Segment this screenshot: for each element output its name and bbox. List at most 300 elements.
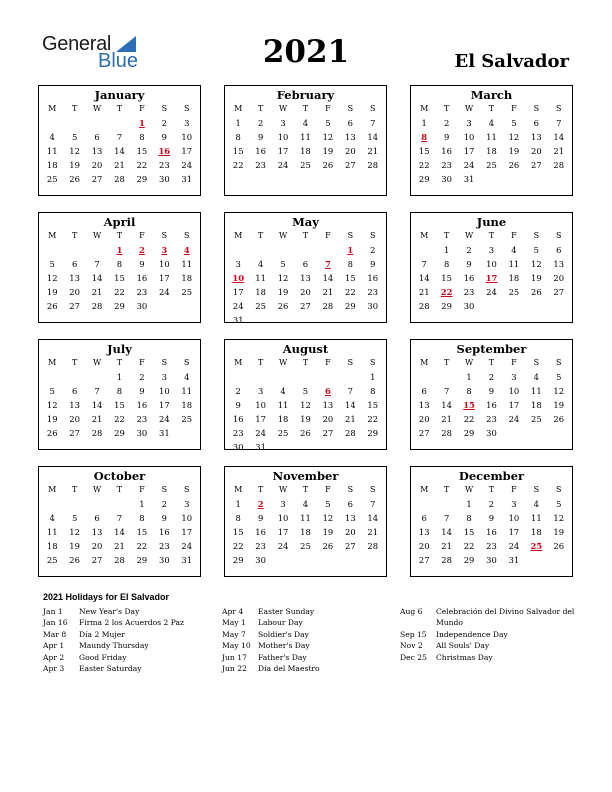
day-cell: 25 (181, 287, 193, 297)
week-row (227, 159, 384, 171)
day-cell: 9 (161, 132, 167, 142)
day-cell (272, 314, 294, 326)
day-cell (413, 371, 435, 383)
day-cell: 7 (116, 132, 123, 142)
year-title: 2021 (262, 34, 350, 70)
day-header: S (184, 485, 190, 494)
day-header: T (116, 358, 123, 367)
day-cell: 18 (255, 287, 266, 297)
month-title: August (282, 342, 329, 356)
day-cell: 23 (136, 414, 148, 424)
day-cell: 14 (91, 400, 103, 410)
logo-blue-text: Blue (98, 50, 139, 72)
day-cell: 17 (277, 527, 289, 537)
day-cell: 1 (139, 499, 145, 509)
day-cell: 8 (466, 386, 472, 396)
day-cell: 24 (181, 160, 193, 170)
day-cell: 6 (71, 259, 78, 269)
day-cell: 29 (441, 301, 452, 311)
day-header: F (139, 231, 145, 240)
day-cell: 12 (46, 400, 58, 410)
day-cell: 5 (325, 118, 331, 128)
day-cell: 3 (488, 245, 495, 255)
day-header: F (325, 485, 331, 494)
day-cell: 20 (69, 287, 80, 297)
day-cell: 13 (418, 400, 430, 410)
week-row (41, 131, 198, 143)
day-header: M (48, 231, 57, 240)
day-cell: 27 (418, 428, 430, 438)
day-header: S (347, 485, 354, 494)
day-cell: 8 (139, 513, 145, 523)
day-cell (249, 371, 271, 383)
day-header: M (234, 104, 243, 113)
day-header: S (556, 358, 562, 367)
day-cell: 6 (94, 132, 100, 142)
week-row (413, 498, 570, 510)
day-cell (525, 300, 547, 312)
day-cell: 21 (344, 414, 356, 424)
day-cell: 12 (69, 527, 80, 537)
day-cell: 11 (508, 259, 520, 269)
holiday-name: Good Friday (79, 652, 127, 662)
day-header: M (420, 231, 429, 240)
holiday-day-cell: 17 (485, 273, 498, 283)
week-row (227, 286, 384, 298)
day-cell: 7 (443, 386, 450, 396)
holiday-name: Firma 2 los Acuerdos 2 Paz (79, 618, 185, 628)
day-cell: 8 (116, 386, 123, 396)
day-cell: 4 (302, 499, 309, 509)
day-cell: 18 (530, 527, 542, 537)
day-cell: 15 (367, 400, 379, 410)
day-cell: 1 (235, 118, 241, 128)
day-cell: 30 (367, 301, 379, 311)
day-cell: 6 (533, 118, 539, 128)
day-header: S (556, 104, 562, 113)
day-cell: 25 (530, 414, 542, 424)
week-row (41, 399, 198, 411)
day-cell (86, 498, 108, 510)
month-title: September (456, 342, 527, 356)
day-cell: 15 (418, 146, 430, 156)
day-cell: 7 (443, 513, 450, 523)
day-header-row (41, 357, 198, 369)
day-cell (339, 554, 361, 566)
month-title: February (276, 88, 335, 102)
day-cell: 26 (553, 414, 565, 424)
day-cell: 19 (69, 541, 80, 551)
day-cell (294, 441, 316, 453)
day-cell: 20 (69, 414, 80, 424)
day-cell: 19 (553, 527, 565, 537)
day-cell: 1 (443, 245, 450, 255)
week-row (41, 286, 198, 298)
day-header: T (257, 231, 264, 240)
week-row (41, 512, 198, 524)
day-header: M (234, 358, 243, 367)
holiday-date: Nov 2 (400, 641, 423, 651)
day-cell: 31 (181, 555, 193, 565)
day-header: T (71, 231, 78, 240)
day-cell: 4 (49, 513, 55, 523)
day-cell: 2 (488, 499, 495, 509)
day-cell: 18 (486, 146, 497, 156)
day-cell: 16 (255, 146, 266, 156)
holiday-day-cell: 8 (421, 132, 428, 142)
week-row (413, 117, 570, 129)
day-cell: 23 (463, 287, 475, 297)
day-header: M (48, 358, 57, 367)
day-cell: 13 (530, 132, 542, 142)
week-row (227, 131, 384, 143)
week-row (413, 526, 570, 538)
day-cell: 16 (255, 527, 266, 537)
day-cell (249, 314, 271, 326)
day-cell: 31 (463, 174, 475, 184)
holiday-name: Father's Day (258, 652, 307, 662)
day-cell: 24 (158, 414, 170, 424)
week-row (227, 145, 384, 157)
day-cell: 14 (553, 132, 565, 142)
day-cell (413, 498, 435, 510)
day-cell: 26 (530, 287, 542, 297)
day-cell (317, 441, 339, 453)
day-cell: 9 (443, 132, 450, 142)
week-row (41, 385, 198, 397)
day-cell: 7 (556, 118, 562, 128)
day-cell (413, 244, 435, 256)
day-cell: 20 (344, 527, 356, 537)
day-cell: 15 (136, 527, 148, 537)
week-row (227, 526, 384, 538)
month-january (38, 85, 201, 196)
day-header: W (464, 358, 474, 367)
day-cell: 2 (139, 372, 145, 382)
week-row (227, 554, 384, 566)
day-header: T (443, 485, 450, 494)
day-header: S (161, 104, 168, 113)
day-cell: 31 (181, 174, 193, 184)
day-cell: 25 (508, 287, 520, 297)
day-cell: 11 (300, 132, 311, 142)
day-cell: 22 (367, 414, 379, 424)
day-header: T (443, 104, 450, 113)
day-cell: 18 (46, 160, 58, 170)
day-cell: 9 (370, 259, 376, 269)
day-cell: 17 (255, 414, 266, 424)
day-cell: 28 (367, 160, 379, 170)
day-cell: 27 (344, 541, 356, 551)
month-title: May (292, 215, 319, 229)
month-july (38, 339, 201, 450)
day-cell: 10 (158, 259, 170, 269)
day-cell: 4 (49, 132, 55, 142)
day-header: T (302, 104, 309, 113)
day-cell: 11 (277, 400, 289, 410)
day-cell: 20 (91, 541, 103, 551)
day-cell: 29 (418, 174, 430, 184)
holiday-name: New Year's Day (79, 607, 140, 616)
day-cell: 7 (347, 386, 353, 396)
day-cell: 15 (344, 273, 356, 283)
day-cell (249, 244, 271, 256)
holiday-day-cell: 2 (257, 499, 264, 509)
day-cell: 13 (553, 259, 565, 269)
day-header-row (227, 357, 384, 369)
day-cell: 16 (486, 527, 497, 537)
day-cell (41, 117, 63, 129)
day-header: S (370, 104, 376, 113)
day-cell: 10 (486, 259, 497, 269)
day-cell (272, 371, 294, 383)
day-cell: 15 (463, 527, 475, 537)
day-cell: 16 (367, 273, 379, 283)
week-row (413, 427, 570, 439)
day-cell: 20 (322, 414, 334, 424)
day-cell: 5 (280, 259, 286, 269)
week-row (41, 498, 198, 510)
day-cell: 23 (158, 160, 170, 170)
day-cell: 4 (302, 118, 309, 128)
day-cell: 18 (300, 146, 311, 156)
day-cell: 4 (533, 499, 539, 509)
day-cell: 1 (370, 372, 376, 382)
day-header: S (556, 231, 562, 240)
day-cell (294, 314, 316, 326)
day-cell: 19 (300, 414, 311, 424)
day-cell (503, 300, 525, 312)
holiday-date: May 7 (222, 629, 246, 639)
day-cell: 21 (418, 287, 430, 297)
day-cell: 30 (136, 428, 148, 438)
holiday-name: Día del Maestro (258, 663, 320, 673)
day-header-row (413, 357, 570, 369)
day-cell: 6 (421, 513, 427, 523)
day-cell: 12 (277, 273, 289, 283)
holiday-name: Independence Day (436, 629, 508, 639)
day-cell (153, 300, 175, 312)
day-cell: 16 (158, 527, 170, 537)
day-cell: 8 (235, 513, 241, 523)
day-cell: 17 (181, 527, 193, 537)
day-cell: 15 (441, 273, 452, 283)
holiday-name: Celebración del Divino Salvador del (436, 607, 575, 616)
day-cell: 3 (161, 372, 167, 382)
day-cell: 8 (466, 513, 472, 523)
day-cell: 14 (418, 273, 430, 283)
day-cell (362, 441, 384, 453)
week-row (227, 512, 384, 524)
day-cell: 17 (158, 400, 170, 410)
day-cell: 18 (181, 273, 193, 283)
day-cell: 25 (486, 160, 497, 170)
holiday-name: Soldier's Day (258, 629, 309, 639)
day-cell: 26 (553, 541, 565, 551)
day-cell: 14 (367, 513, 379, 523)
day-cell: 27 (91, 174, 103, 184)
holiday-date: Mar 8 (43, 629, 67, 639)
day-cell: 10 (181, 513, 193, 523)
day-cell: 14 (322, 273, 334, 283)
day-cell: 29 (136, 555, 148, 565)
day-cell: 28 (114, 555, 125, 565)
day-header-row (41, 103, 198, 115)
day-cell: 30 (486, 555, 497, 565)
day-cell: 1 (466, 372, 472, 382)
day-cell (435, 498, 457, 510)
month-may (224, 212, 387, 323)
day-header-row (413, 484, 570, 496)
day-cell: 16 (463, 273, 475, 283)
day-cell: 10 (255, 400, 266, 410)
day-cell: 24 (508, 414, 520, 424)
day-cell: 15 (232, 146, 244, 156)
day-cell: 10 (508, 513, 520, 523)
day-cell (525, 554, 547, 566)
day-cell: 23 (486, 541, 497, 551)
day-cell: 25 (46, 555, 58, 565)
day-header: M (420, 485, 429, 494)
day-cell: 5 (533, 245, 539, 255)
day-cell: 30 (486, 428, 497, 438)
day-cell: 19 (46, 414, 58, 424)
day-header: T (443, 231, 450, 240)
week-row (41, 554, 198, 566)
day-cell: 17 (508, 400, 520, 410)
day-cell: 11 (181, 259, 193, 269)
day-cell: 2 (235, 386, 241, 396)
day-cell: 8 (139, 132, 145, 142)
holiday-day-cell: 22 (440, 287, 453, 297)
day-cell: 24 (486, 287, 497, 297)
holiday-day-cell: 4 (183, 245, 190, 255)
day-cell: 3 (235, 259, 241, 269)
day-cell (317, 314, 339, 326)
month-december (410, 466, 573, 577)
day-header: T (116, 104, 123, 113)
day-cell: 14 (114, 527, 125, 537)
holiday-name: All Souls' Day (436, 641, 490, 651)
day-cell: 4 (511, 245, 517, 255)
day-cell: 11 (530, 513, 542, 523)
day-cell: 30 (255, 555, 266, 565)
day-header: S (161, 485, 168, 494)
day-header: S (556, 485, 562, 494)
week-row (413, 258, 570, 270)
day-cell: 18 (300, 527, 311, 537)
day-cell: 22 (463, 414, 475, 424)
day-cell: 1 (235, 499, 241, 509)
day-cell: 22 (232, 160, 244, 170)
day-cell: 11 (46, 146, 58, 156)
day-cell: 31 (232, 315, 244, 325)
day-cell: 14 (344, 400, 356, 410)
week-row (413, 300, 570, 312)
day-header-row (41, 484, 198, 496)
week-row (413, 540, 570, 552)
holidays-title: 2021 Holidays for El Salvador (43, 592, 170, 602)
day-cell: 6 (347, 499, 353, 509)
day-cell (435, 371, 457, 383)
day-header: T (71, 358, 78, 367)
month-april (38, 212, 201, 323)
day-cell (317, 244, 339, 256)
day-cell: 11 (255, 273, 266, 283)
day-cell: 10 (508, 386, 520, 396)
day-cell: 28 (344, 428, 356, 438)
day-header: T (302, 358, 309, 367)
holiday-date: Jan 16 (43, 618, 68, 628)
holiday-date: Apr 4 (222, 607, 244, 616)
day-header: F (325, 231, 331, 240)
day-header: F (139, 104, 145, 113)
day-cell: 20 (344, 146, 356, 156)
day-header: F (511, 104, 517, 113)
day-cell (176, 300, 198, 312)
day-cell: 22 (344, 287, 356, 297)
month-november (224, 466, 387, 577)
day-cell (339, 371, 361, 383)
day-cell: 13 (69, 273, 80, 283)
day-header: W (92, 104, 102, 113)
month-title: December (458, 469, 525, 483)
day-cell: 20 (91, 160, 103, 170)
day-header: F (325, 358, 331, 367)
day-header-row (413, 103, 570, 115)
day-cell: 24 (255, 428, 266, 438)
day-cell: 27 (69, 428, 80, 438)
day-header-row (227, 103, 384, 115)
day-cell: 17 (508, 527, 520, 537)
day-header: W (278, 104, 288, 113)
day-cell: 14 (114, 146, 125, 156)
week-row (41, 272, 198, 284)
week-row (227, 540, 384, 552)
day-cell: 16 (136, 400, 148, 410)
day-cell: 18 (277, 414, 289, 424)
holiday-date: May 10 (222, 641, 251, 651)
day-cell: 11 (300, 513, 311, 523)
day-cell: 28 (418, 301, 430, 311)
day-cell: 9 (488, 513, 495, 523)
day-header: W (464, 231, 474, 240)
day-cell: 14 (441, 527, 452, 537)
day-cell: 28 (91, 301, 103, 311)
holiday-name: Easter Sunday (258, 607, 315, 616)
day-cell: 17 (158, 273, 170, 283)
day-cell (548, 173, 570, 185)
week-row (41, 258, 198, 270)
day-cell: 15 (114, 273, 125, 283)
day-cell (548, 554, 570, 566)
day-cell: 3 (184, 499, 190, 509)
month-september (410, 339, 573, 450)
day-cell: 13 (69, 400, 80, 410)
day-header: S (161, 231, 168, 240)
week-row (413, 272, 570, 284)
day-cell: 22 (418, 160, 430, 170)
day-cell (480, 300, 502, 312)
day-cell: 4 (184, 372, 190, 382)
day-header: T (302, 485, 309, 494)
day-cell: 17 (463, 146, 475, 156)
day-cell (362, 554, 384, 566)
day-cell: 29 (344, 301, 356, 311)
week-row (41, 117, 198, 129)
week-row (413, 173, 570, 185)
day-header: S (533, 358, 540, 367)
